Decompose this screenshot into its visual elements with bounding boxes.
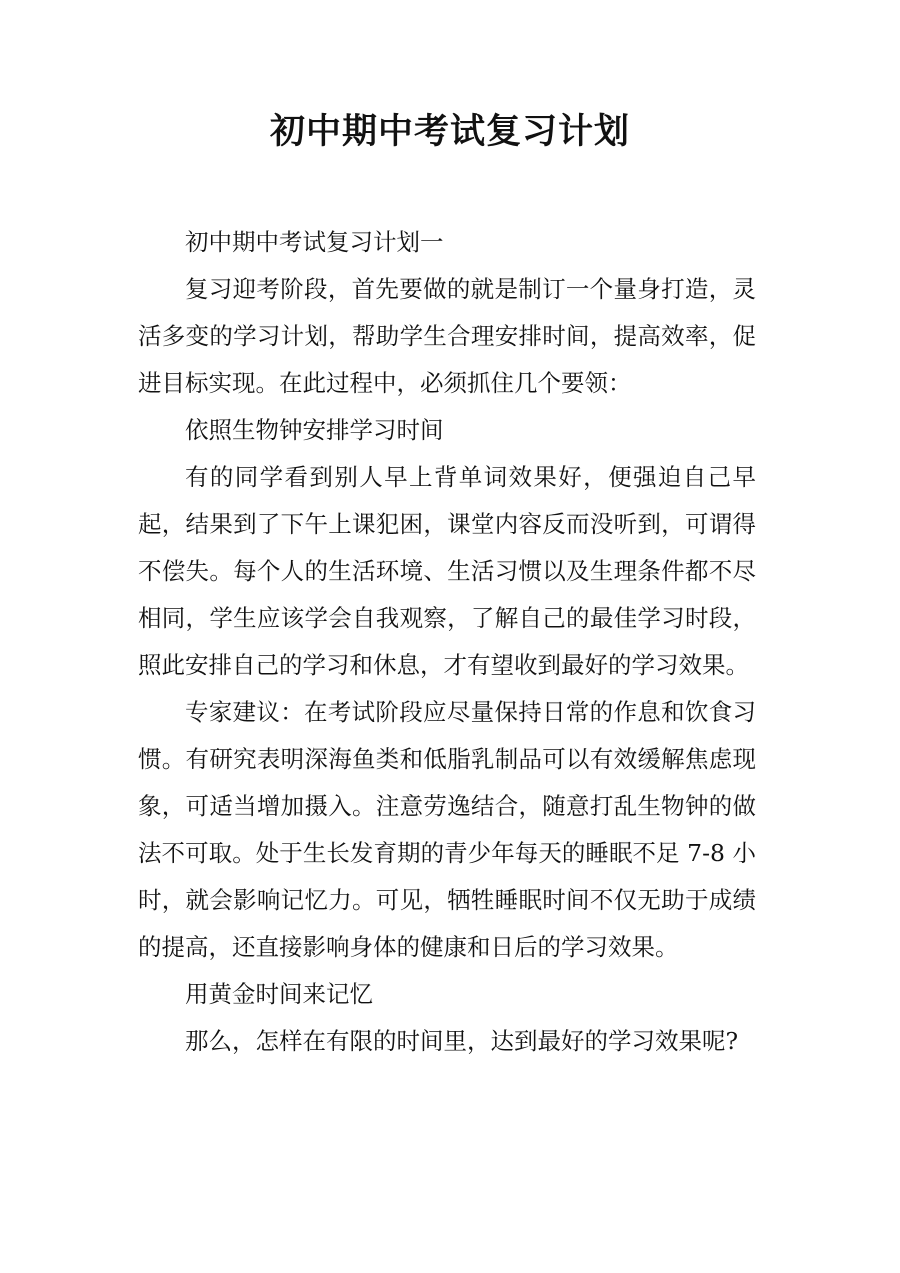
document-body: [138, 219, 756, 1065]
paragraph: 有的同学看到别人早上背单词效果好，便强迫自己早起，结果到了下午上课犯困，课堂内容反而没听到，可谓得不偿失。每个人的生活环境、生活习惯以及生理条件都不尽相同，学生应该学会自我观察，了解自己的最佳学习时段，照此安排自己的学习和休息，才有望收到最好的学习效果。: [138, 463, 756, 679]
paragraph: 复习迎考阶段，首先要做的就是制订一个量身打造，灵活多变的学习计划，帮助学生合理安排时间，提高效率，促进目标实现。在此过程中，必须抓住几个要领：: [138, 275, 756, 397]
subheading: 用黄金时间来记忆: [185, 980, 373, 1008]
subheading: 依照生物钟安排学习时间: [185, 416, 444, 444]
document-title: 初中期中考试复习计划: [269, 111, 630, 152]
section-heading: 初中期中考试复习计划一: [185, 228, 444, 256]
paragraph: 专家建议：在考试阶段应尽量保持日常的作息和饮食习惯。有研究表明深海鱼类和低脂乳制品可以有效缓解焦虑现象，可适当增加摄入。注意劳逸结合，随意打乱生物钟的做法不可取。处于生长发育期的青少年每天的睡眠不足 7-8 小时，就会影响记忆力。可见，牺牲睡眠时间不仅无助于成绩的提高，还直接影响身体的健康和日后的学习效果。: [138, 698, 756, 961]
paragraph: 那么，怎样在有限的时间里，达到最好的学习效果呢?: [185, 1027, 739, 1055]
